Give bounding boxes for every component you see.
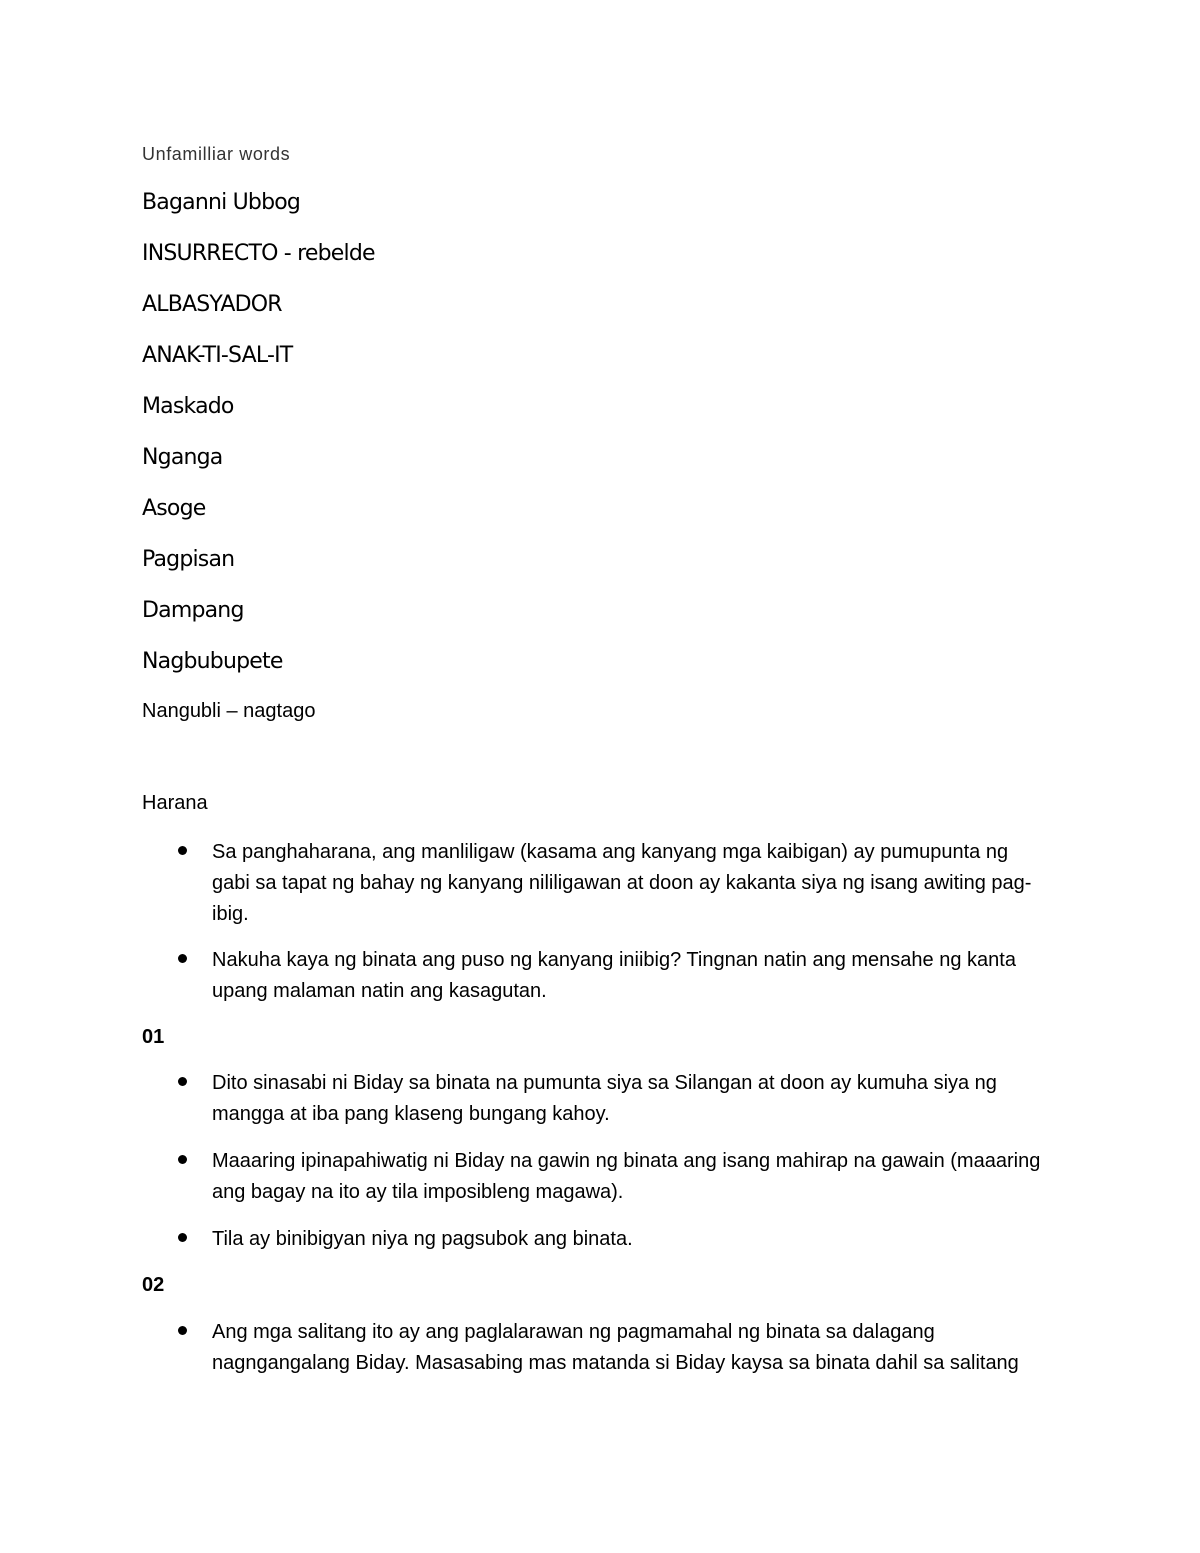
vocab-item: INSURRECTO - rebelde (142, 241, 375, 266)
bullet-icon (178, 1233, 187, 1242)
vocab-item: Nagbubupete (142, 649, 283, 674)
vocab-item: ANAK-TI-SAL-IT (142, 343, 293, 368)
bullet-text: Ang mga salitang ito ay ang paglalarawan ng pagmamahal ng binata sa dalagang nagngangalang Biday. Masasabing mas matanda si Biday kaysa sa binata dahil sa salitang (212, 1321, 1019, 1374)
bullet-text: Dito sinasabi ni Biday sa binata na pumunta siya sa Silangan at doon ay kumuha siya ng mangga at iba pang klaseng bungang kahoy. (212, 1072, 997, 1125)
bullet-icon (178, 1077, 187, 1086)
list-item (178, 837, 1048, 930)
vocab-item: Maskado (142, 394, 234, 419)
bullet-text: Sa panghaharana, ang manliligaw (kasama ang kanyang mga kaibigan) ay pumupunta ng gabi sa tapat ng bahay ng kanyang nililigawan at doon ay kakanta siya ng isang awiting pag-ibig. (212, 841, 1032, 925)
list-item (178, 945, 1048, 1007)
bullet-text: Nakuha kaya ng binata ang puso ng kanyang iniibig? Tingnan natin ang mensahe ng kanta upang malaman natin ang kasagutan. (212, 949, 1016, 1002)
bullet-icon (178, 1326, 187, 1335)
vocab-item: Nganga (142, 445, 223, 470)
list-item (178, 1317, 1048, 1379)
list-item (178, 1146, 1048, 1208)
vocab-item: Asoge (142, 496, 206, 521)
vocab-item: Dampang (142, 598, 244, 623)
list-item (178, 1068, 1048, 1130)
vocab-item: Baganni Ubbog (142, 190, 301, 215)
vocab-item: Pagpisan (142, 547, 235, 572)
unfamiliar-words-heading: Unfamilliar words (142, 144, 291, 164)
bullet-text: Maaaring ipinapahiwatig ni Biday na gawin ng binata ang isang mahirap na gawain (maaaring ang bagay na ito ay tila imposibleng magawa). (212, 1150, 1041, 1203)
harana-heading: Harana (142, 792, 208, 814)
section-label-02: 02 (142, 1274, 165, 1296)
bullet-text: Tila ay binibigyan niya ng pagsubok ang binata. (212, 1228, 633, 1250)
nangubli-definition: Nangubli – nagtago (142, 700, 316, 722)
section-label-01: 01 (142, 1026, 165, 1048)
vocab-item: ALBASYADOR (142, 292, 282, 317)
bullet-icon (178, 1155, 187, 1164)
bullet-icon (178, 954, 187, 963)
bullet-icon (178, 846, 187, 855)
list-item (178, 1224, 1048, 1255)
